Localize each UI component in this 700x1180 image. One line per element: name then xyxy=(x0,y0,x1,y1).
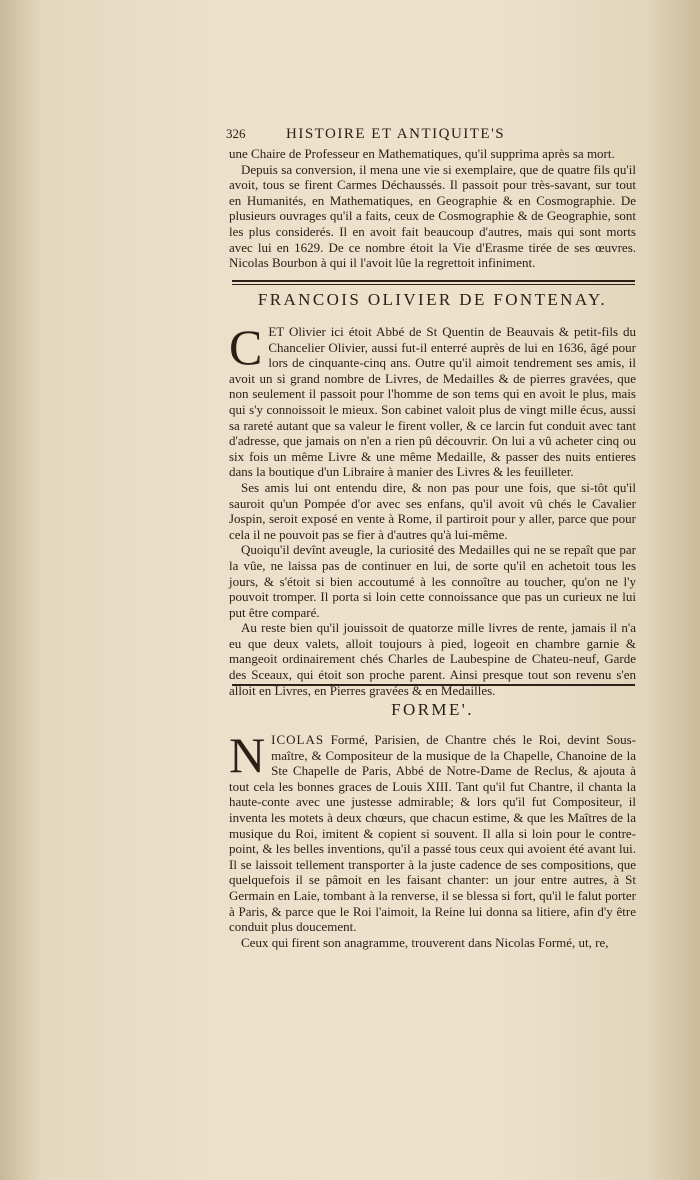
forme-lead-text: Formé, Parisien, de Chantre chés le Roi, devint Sous-maître, & Compositeur de la musique de la Chapelle, Chanoine de la Ste Chapelle de Paris, Abbé de Notre-Dame de Reclus, & ajouta à tout cela les bonnes graces de Louis XIII. Tant qu'il fut Chantre, il chanta la haute-conte avec une justesse admirable; & lors qu'il fut Compositeur, il inventa les motets à deux chœurs, que chacun estime, & que les Maîtres de la musique du Roi, imitent & copient si souvent. Il alla si loin pour le contre-point, & les belles inventions, qu'il a passé tous ceux qui avoient été avant lui. Il se laissoit tellement transporter à la juste cadence de ses compositions, que quelquefois il se pâmoit en les faisant chanter: un jour entre autres, à St Germain en Laie, tombant à la renverse, il se blessa si fort, qu'il le falut porter à Paris, & parce que le Roi l'aimoit, la Reine lui donna sa litiere, afin d'y être conduit plus doucement. xyxy=(229,732,636,935)
olivier-lead-text: ET Olivier ici étoit Abbé de St Quentin de Beauvais & petit-fils du Chancelier Olivier, aussi fut-il enterré auprès de lui en 1636, âgé pour lors de cinquante-cinq ans. Outre qu'il aimoit tendrement ses amis, il avoit un si grand nombre de Livres, de Medailles & de pierres gravées, que non seulement il passoit pour l'homme de son tems qui en avoit le plus, mais qui s'y connoissoit le mieux. Son cabinet valoit plus de vingt mille écus, aussi sa rareté autant que sa valeur le firent voller, & ce larcin fut conduit avec tant d'adresse, que jamais on n'en a rien pû découvrir. On lui a vû acheter cinq ou six fois un même Livre & une même Medaille, & passer des nuits entieres dans la boutique d'un Libraire à manier des Livres & les feuilleter. xyxy=(229,324,636,480)
olivier-paragraph-2: Ses amis lui ont entendu dire, & non pas pour une fois, que si-tôt qu'il sauroit qu'un Pompée d'or avec ses enfans, qu'il avoit vû chés le Cavalier Jospin, seroit exposé en vente à Rome, il partiroit pour y aller, parce que pour cela il ne pouvoit pas se fier à d'autres qu'à lui-même. xyxy=(229,479,636,542)
dropcap-c: C xyxy=(229,319,263,375)
olivier-paragraph-3: Quoiqu'il devînt aveugle, la curiosité des Medailles qui ne se repaît que par la vûe, ne laissa pas de continuer en lui, de sorte qu'il en achetoit tous les jours, & s'étoit si bien accoutumé à les connoître au toucher, qu'on ne l'y pouvoit tromper. Il porta si loin cette connoissance que pas un curieux ne lui put être comparé. xyxy=(229,542,636,620)
dropcap-n: N xyxy=(229,727,266,783)
intro-paragraph-2: Depuis sa conversion, il mena une vie si exemplaire, que de quatre fils qu'il avoit, tous se firent Carmes Déchaussés. Il passoit pour très-savant, sur tout en Humanités, en Mathematiques, en Geographie & en Cosmographie. De plusieurs ouvrages qu'il a faits, ceux de Cosmographie & de Geographie, sont les plus considerés. Il en avoit fait beaucoup d'autres, mais qui sont morts avec lui en 1629. De ce nombre étoit la Vie d'Erasme tirée de ses œuvres. Nicolas Bourbon à qui il l'avoit lûe la regrettoit infiniment. xyxy=(229,161,636,271)
forme-paragraph-1 xyxy=(229,727,636,935)
section-heading-forme: FORME'. xyxy=(391,700,474,719)
intro-paragraph-1: une Chaire de Professeur en Mathematiques, qu'il supprima après sa mort. xyxy=(229,146,615,161)
intro-text xyxy=(229,146,636,271)
page-header xyxy=(226,126,636,143)
section-heading-olivier: FRANCOIS OLIVIER DE FONTENAY. xyxy=(257,290,608,309)
section-forme-text xyxy=(229,727,636,950)
forme-last-line: Ceux qui firent son anagramme, trouverent dans Nicolas Formé, ut, re, xyxy=(241,934,609,950)
page-number: 326 xyxy=(226,126,246,141)
running-title: HISTOIRE ET ANTIQUITE'S xyxy=(286,126,506,142)
section-olivier-text xyxy=(229,319,636,698)
olivier-paragraph-4: Au reste bien qu'il jouissoit de quatorze mille livres de rente, jamais il n'a eu que deux valets, alloit toujours à pied, logeoit en chambre garnie & mangeoit ordinairement chés Charles de Laubespine de Chateu-neuf, Garde des Sceaux, qui étoit son proche parent. Ainsi presque tout son revenu s'en alloit en Livres, en Pierres gravées & en Medailles. xyxy=(229,620,636,698)
forme-lead-smallcaps: ICOLAS xyxy=(271,732,325,747)
olivier-paragraph-1 xyxy=(229,319,636,480)
